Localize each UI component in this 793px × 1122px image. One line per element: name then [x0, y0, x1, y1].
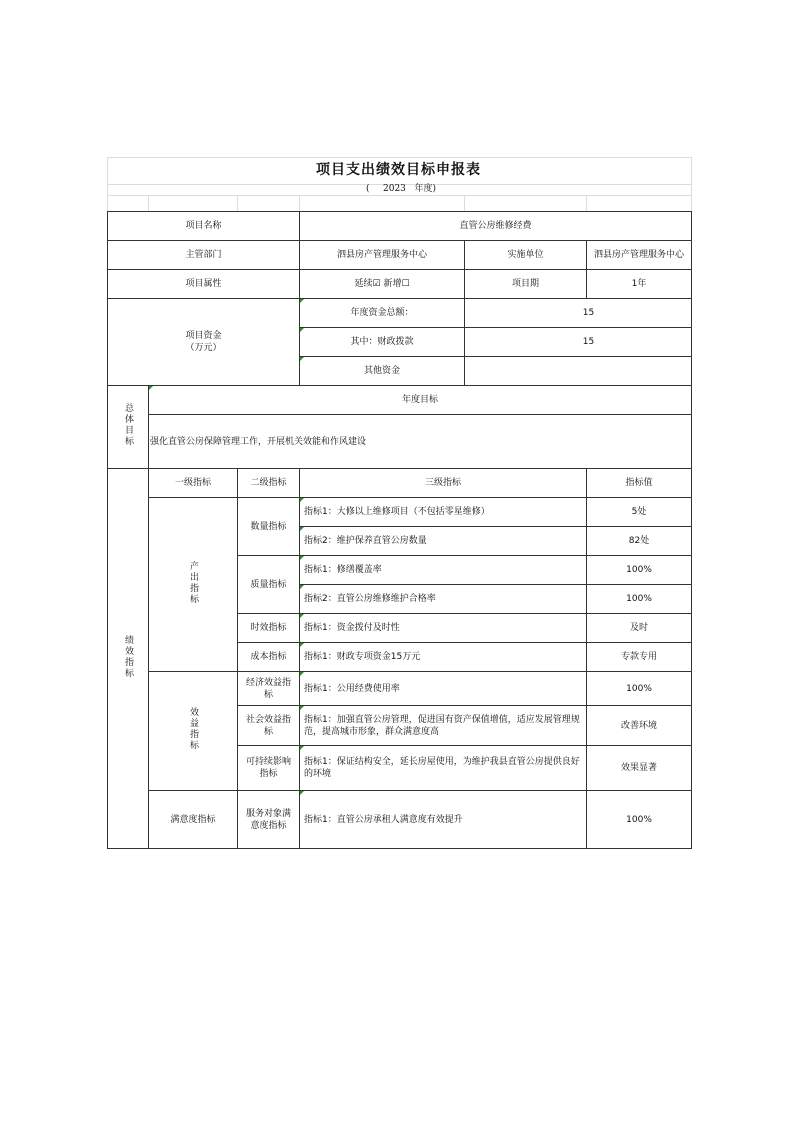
year-row [107, 184, 690, 195]
funds-row-value: 15 [465, 328, 692, 357]
year-open: ( [366, 184, 370, 194]
perf-side-label [108, 469, 149, 849]
gridline [237, 195, 238, 211]
value-cell: 及时 [587, 614, 692, 643]
overall-side-text: 总体目标 [123, 403, 133, 447]
value-cell: 效果显著 [587, 746, 692, 791]
value-cell: 100% [587, 556, 692, 585]
lvl2-cell: 时效指标 [238, 614, 300, 643]
lvl3-cell: 指标1：资金拨付及时性 [300, 614, 587, 643]
year-suffix: 年度) [414, 184, 437, 194]
header-lvl2: 二级指标 [238, 469, 300, 498]
value-cell: 100% [587, 672, 692, 706]
lvl3-cell: 指标1：修缮覆盖率 [300, 556, 587, 585]
benefit-label-text: 效益指标 [188, 707, 198, 751]
funds-row-value: 15 [465, 299, 692, 328]
lvl2-cell: 可持续影响指标 [238, 746, 300, 791]
output-label [149, 498, 238, 672]
value-cell: 专款专用 [587, 643, 692, 672]
impl-label: 实施单位 [465, 241, 587, 270]
period-value: 1年 [587, 270, 692, 299]
satisfaction-lvl2: 服务对象满意度指标 [238, 791, 300, 849]
row-overall-header [108, 386, 692, 415]
lvl2-cell: 质量指标 [238, 556, 300, 614]
output-label-text: 产出指标 [188, 560, 198, 605]
value-cell: 改善环境 [587, 706, 692, 746]
header-lvl1: 一级指标 [149, 469, 238, 498]
lvl3-cell: 指标1：公用经费使用率 [300, 672, 587, 706]
overall-text: 强化直管公房保障管理工作，开展机关效能和作风建设 [149, 415, 692, 469]
funds-row-label: 年度资金总额： [300, 299, 465, 328]
period-label: 项目期 [465, 270, 587, 299]
page-title: 项目支出绩效目标申报表 [316, 162, 481, 178]
lvl2-cell: 社会效益指标 [238, 706, 300, 746]
perf-side-text: 绩效指标 [123, 634, 133, 679]
lvl3-cell: 指标2：维护保养直管公房数量 [300, 527, 587, 556]
lvl3-cell: 指标1：保证结构安全，延长房屋使用，为维护我县直管公房提供良好的环境 [300, 746, 587, 791]
performance-table [107, 211, 692, 849]
row-project-name [108, 212, 692, 241]
benefit-label [149, 672, 238, 791]
table-row [108, 498, 692, 527]
project-name-label: 项目名称 [108, 212, 300, 241]
lvl2-cell: 成本指标 [238, 643, 300, 672]
attr-label: 项目属性 [108, 270, 300, 299]
satisfaction-text: 指标1：直管公房承租人满意度有效提升 [300, 791, 587, 849]
project-name-value: 直管公房维修经费 [300, 212, 692, 241]
gridline [586, 195, 587, 211]
impl-value: 泗县房产管理服务中心 [587, 241, 692, 270]
lvl3-cell: 指标1：加强直管公房管理，促进国有资产保值增值，适应发展管理规范，提高城市形象，群众满意度高 [300, 706, 587, 746]
gridline [299, 195, 300, 211]
table-row [108, 791, 692, 849]
row-overall-text [108, 415, 692, 469]
lvl3-cell: 指标1：大修以上维修项目（不包括零星维修） [300, 498, 587, 527]
satisfaction-value: 100% [587, 791, 692, 849]
lvl2-cell: 经济效益指标 [238, 672, 300, 706]
value-cell: 82处 [587, 527, 692, 556]
gridline [107, 195, 691, 196]
attr-value: 延续☑ 新增☐ [300, 270, 465, 299]
gridline [148, 195, 149, 211]
table-row [108, 672, 692, 706]
year-value: 2023 [383, 184, 406, 194]
overall-header: 年度目标 [149, 386, 692, 415]
lvl2-cell: 数量指标 [238, 498, 300, 556]
lvl3-cell: 指标1：财政专项资金15万元 [300, 643, 587, 672]
funds-label: 项目资金（万元） [108, 299, 300, 386]
header-lvl3: 三级指标 [300, 469, 587, 498]
year-text [383, 184, 436, 195]
lvl3-cell: 指标2：直管公房维修维护合格率 [300, 585, 587, 614]
funds-row-label: 其他资金 [300, 357, 465, 386]
row-dept [108, 241, 692, 270]
dept-label: 主管部门 [108, 241, 300, 270]
satisfaction-lvl1: 满意度指标 [149, 791, 238, 849]
gridline [464, 195, 465, 211]
value-cell: 5处 [587, 498, 692, 527]
value-cell: 100% [587, 585, 692, 614]
header-value: 指标值 [587, 469, 692, 498]
funds-row-label: 其中：财政拨款 [300, 328, 465, 357]
row-attr [108, 270, 692, 299]
row-funds-1 [108, 299, 692, 328]
dept-value: 泗县房产管理服务中心 [300, 241, 465, 270]
overall-side-label [108, 386, 149, 469]
funds-row-value [465, 357, 692, 386]
row-perf-headers [108, 469, 692, 498]
